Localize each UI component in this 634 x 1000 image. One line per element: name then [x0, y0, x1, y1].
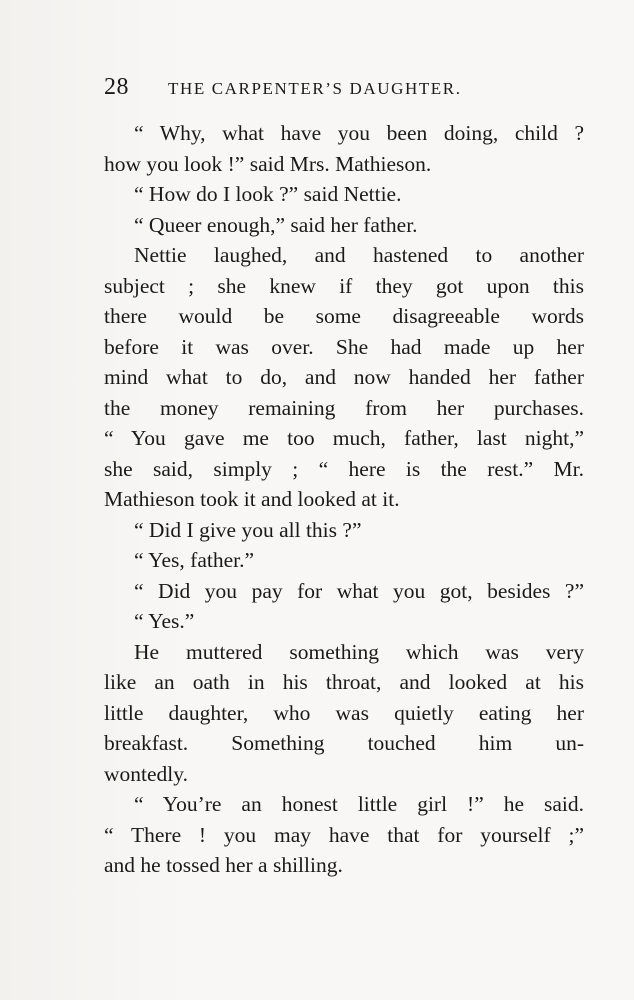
text-line: she said, simply ; “ here is the rest.” Mr.	[104, 456, 584, 481]
text-line: “ Yes.”	[134, 609, 195, 633]
text-line: “ There ! you may have that for yourself ;”	[104, 822, 584, 847]
text-line: “ Yes, father.”	[134, 548, 255, 572]
text-line: there would be some disagreeable words	[104, 304, 584, 328]
text-line: like an oath in his throat, and looked at his	[104, 670, 584, 694]
text-line: Mathieson took it and looked at it.	[104, 487, 400, 511]
text-line: subject ; she knew if they got upon this	[104, 273, 584, 298]
text-line: “ Did you pay for what you got, besides ?”	[134, 578, 584, 603]
running-head: THE CARPENTER’S DAUGHTER.	[168, 79, 462, 98]
page-header	[104, 74, 528, 102]
text-line: little daughter, who was quietly eating her	[104, 700, 584, 725]
text-line: “ How do I look ?” said Nettie.	[134, 182, 402, 206]
text-line: “ Queer enough,” said her father.	[134, 212, 418, 237]
text-line: before it was over. She had made up her	[104, 334, 584, 359]
body-text	[104, 118, 584, 881]
text-line: “ You gave me too much, father, last night,”	[104, 426, 584, 450]
text-line: mind what to do, and now handed her father	[104, 365, 584, 389]
text-line: “ You’re an honest little girl !” he said.	[134, 792, 584, 816]
text-line: breakfast. Something touched him un-	[104, 731, 584, 755]
text-line: and he tossed her a shilling.	[104, 853, 343, 877]
page-number: 28	[104, 74, 129, 100]
text-line: wontedly.	[104, 761, 188, 786]
text-line: Nettie laughed, and hastened to another	[134, 243, 584, 267]
text-line: “ Why, what have you been doing, child ?	[134, 121, 584, 145]
text-line: the money remaining from her purchases.	[104, 395, 584, 420]
text-line: how you look !” said Mrs. Mathieson.	[104, 151, 432, 176]
text-line: “ Did I give you all this ?”	[134, 517, 362, 542]
text-line: He muttered something which was very	[134, 639, 584, 664]
